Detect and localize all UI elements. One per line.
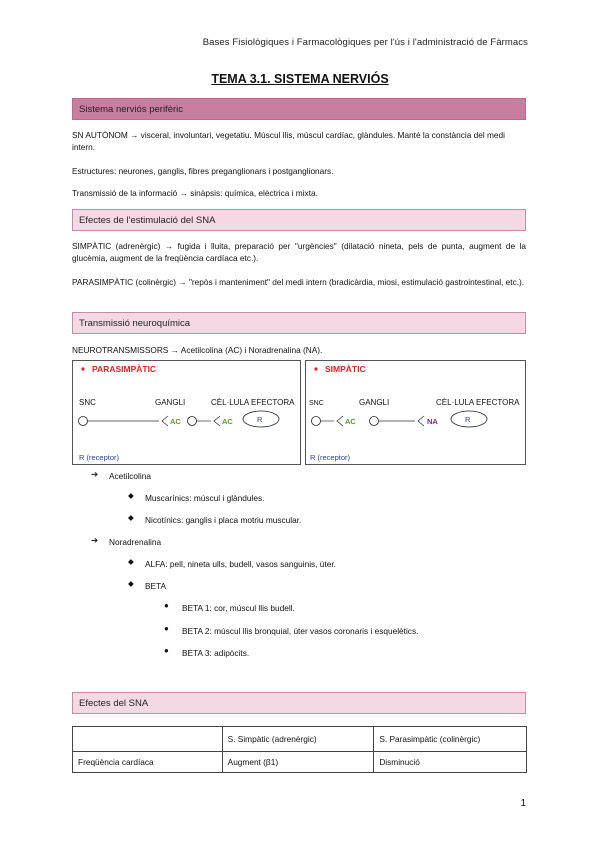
- diamond-bullet: ◆: [128, 491, 134, 500]
- paragraph-neurotransmissors: NEUROTRANSMISSORS → Acetilcolina (AC) i Noradrenalina (NA).: [72, 345, 323, 355]
- synapse-ganglion: [337, 416, 343, 426]
- label-ac-efectora: AC: [222, 417, 233, 426]
- diamond-bullet: ◆: [128, 579, 134, 588]
- list-item-beta1: BETA 1: cor, múscul llis budell.: [182, 603, 295, 613]
- table-header-cell: S. Parasimpàtic (colinèrgic): [374, 727, 527, 752]
- label-gangli: GANGLI: [155, 398, 186, 407]
- list-item-beta: BETA: [145, 581, 167, 591]
- receptor-legend: R (receptor): [310, 453, 351, 462]
- label-receptor-r: R: [465, 415, 471, 424]
- label-na-efectora: NA: [427, 417, 438, 426]
- synapse-ganglion: [162, 416, 168, 426]
- list-item-nicotinics: Nicotínics: ganglis i placa motriu muscular.: [145, 515, 302, 525]
- label-ac-gangli: AC: [345, 417, 356, 426]
- dot-bullet: ●: [164, 624, 169, 633]
- label-receptor-r: R: [257, 415, 263, 424]
- effects-table: [72, 726, 527, 773]
- arrow-bullet: ➔: [91, 535, 98, 545]
- paragraph-sn-autonom: SN AUTÒNOM → visceral, involuntari, vegetatiu. Múscul llis, múscul cardíac, glàndules. Manté la constància del medi intern.: [72, 130, 505, 152]
- list-item-alfa: ALFA: pell, nineta ulls, budell, vasos sanguinis, úter.: [145, 559, 336, 569]
- snc-neuron-body: [312, 417, 321, 426]
- list-item-noradrenalina: Noradrenalina: [109, 537, 162, 547]
- label-cel-efectora: CÈL·LULA EFECTORA: [211, 398, 295, 407]
- diagram-parasimpatic-graphic: [73, 361, 300, 464]
- diamond-bullet: ◆: [128, 557, 134, 566]
- receptor-legend: R (receptor): [79, 453, 120, 462]
- synapse-effector: [214, 416, 220, 426]
- diagram-simpatic: [305, 360, 526, 465]
- page-number: 1: [520, 798, 526, 809]
- ganglion-neuron-body: [188, 417, 197, 426]
- paragraph-transmissio: Transmissió de la informació → sinàpsis: química, elèctrica i mixta.: [72, 188, 318, 198]
- snc-neuron-body: [79, 417, 88, 426]
- diagram-title: PARASIMPÀTIC: [92, 364, 157, 374]
- ganglion-neuron-body: [370, 417, 379, 426]
- diamond-bullet: ◆: [128, 513, 134, 522]
- diagram-parasimpatic: [72, 360, 301, 465]
- table-header-row: [73, 727, 527, 752]
- title-bullet: [314, 367, 317, 370]
- section-heading-efectes-sna: Efectes del SNA: [72, 692, 526, 714]
- list-item-beta2: BETA 2: múscul llis bronquial, úter vasos coronaris i esquelètics.: [182, 626, 419, 636]
- label-gangli: GANGLI: [359, 398, 390, 407]
- page-title: TEMA 3.1. SISTEMA NERVIÓS: [211, 72, 389, 86]
- table-cell: Disminució: [374, 752, 527, 773]
- label-snc: SNC: [309, 400, 324, 407]
- dot-bullet: ●: [164, 601, 169, 610]
- paragraph-parasimpatic: PARASIMPÀTIC (colinèrgic) → "repòs i manteniment" del medi intern (bradicàrdia, miosi, estimulació gastrointestinal, etc.).: [72, 277, 525, 287]
- list-item-muscarinics: Muscarínics: múscul i glàndules.: [145, 493, 265, 503]
- label-ac-gangli: AC: [170, 417, 181, 426]
- table-cell: Augment (β1): [222, 752, 374, 773]
- arrow-bullet: ➔: [91, 469, 98, 479]
- title-bullet: [81, 367, 84, 370]
- label-cel-efectora: CÈL·LULA EFECTORA: [436, 398, 520, 407]
- dot-bullet: ●: [164, 646, 169, 655]
- table-row: [73, 752, 527, 773]
- list-item-beta3: BETA 3: adipòcits.: [182, 648, 250, 658]
- section-heading-sn-periferic: Sistema nerviós perifèric: [72, 98, 526, 120]
- diagram-title: SIMPÀTIC: [325, 364, 366, 374]
- table-cell: Freqüència cardíaca: [73, 752, 223, 773]
- running-header: Bases Fisiològiques i Farmacològiques per l'ús i l'administració de Fàrmacs: [202, 37, 528, 48]
- paragraph-estructures: Estructures: neurones, ganglis, fibres preganglionars i postganglionars.: [72, 166, 334, 176]
- list-item-acetilcolina: Acetilcolina: [109, 471, 151, 481]
- diagram-simpatic-graphic: [306, 361, 525, 464]
- section-heading-efectes-estimulacio: Efectes de l'estimulació del SNA: [72, 209, 526, 231]
- table-header-cell: S. Simpàtic (adrenèrgic): [222, 727, 374, 752]
- paragraph-simpatic: SIMPÀTIC (adrenèrgic) → fugida i lluita, preparació per "urgències" (dilatació nineta, pels de punta, augment de la glucèmia, augment de la freqüència cardíaca etc.).: [72, 241, 526, 263]
- synapse-effector: [418, 416, 424, 426]
- section-heading-transmissio-neuroquimica: Transmissió neuroquímica: [72, 312, 526, 334]
- table-header-cell: [73, 727, 223, 752]
- label-snc: SNC: [79, 398, 96, 407]
